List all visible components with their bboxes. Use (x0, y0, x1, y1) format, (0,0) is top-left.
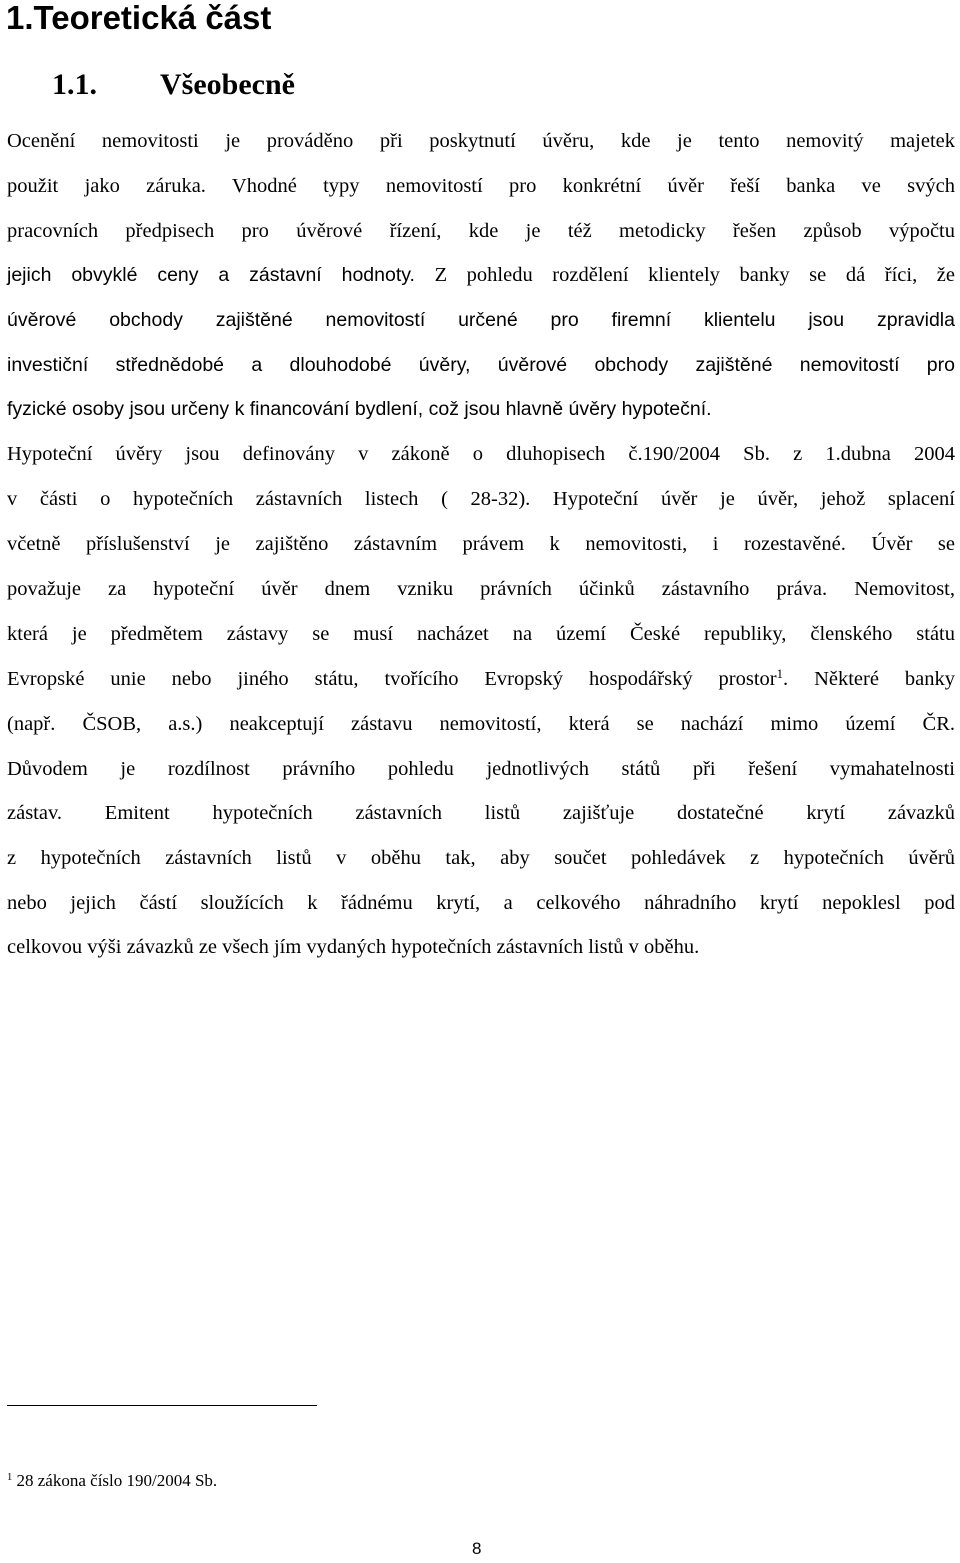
footnote (7, 1470, 217, 1492)
text-line: úvěrové obchody zajištěné nemovitostí určené pro firemní klientelu jsou zpravidla (7, 309, 955, 331)
text-line: použit jako záruka. Vhodné typy nemovitostí pro konkrétní úvěr řeší banka ve svých (7, 175, 955, 197)
text-line: která je předmětem zástavy se musí nacházet na území České republiky, členského státu (7, 623, 955, 645)
text-line: z hypotečních zástavních listů v oběhu tak, aby součet pohledávek z hypotečních úvěrů (7, 847, 955, 869)
text-line: zástav. Emitent hypotečních zástavních listů zajišťuje dostatečné krytí závazků (7, 802, 955, 824)
text-line: včetně příslušenství je zajištěno zástavním právem k nemovitosti, i rozestavěné. Úvěr se (7, 533, 955, 555)
text-segment: Z pohledu rozdělení klientely banky se dá říci, že (414, 264, 955, 286)
text-line (7, 261, 955, 289)
text-line: nebo jejich částí sloužících k řádnému krytí, a celkového náhradního krytí nepoklesl pod (7, 892, 955, 914)
section-heading (52, 65, 295, 105)
footnote-mark: 1 (7, 1472, 13, 1484)
text-line: celkovou výši závazků ze všech jím vydaných hypotečních zástavních listů v oběhu. (7, 936, 700, 958)
text-line: považuje za hypoteční úvěr dnem vzniku právních účinků zástavního práva. Nemovitost, (7, 578, 955, 600)
text-line: v části o hypotečních zástavních listech ( 28-32). Hypoteční úvěr je úvěr, jehož splacení (7, 488, 955, 510)
page-number: 8 (472, 1539, 482, 1558)
text-line (7, 665, 955, 693)
text-line: pracovních předpisech pro úvěrové řízení, kde je též metodicky řešen způsob výpočtu (7, 220, 955, 242)
text-line: Hypoteční úvěry jsou definovány v zákoně o dluhopisech č.190/2004 Sb. z 1.dubna 2004 (7, 443, 955, 465)
text-line: Ocenění nemovitosti je prováděno při poskytnutí úvěru, kde je tento nemovitý majetek (7, 130, 955, 152)
text-segment: Evropské unie nebo jiného státu, tvořícího Evropský hospodářský prostor (7, 668, 777, 690)
text-segment: . Některé banky (782, 668, 955, 690)
section-number: 1.1. (52, 68, 97, 101)
text-line: investiční střednědobé a dlouhodobé úvěry, úvěrové obchody zajištěné nemovitostí pro (7, 354, 955, 376)
text-line: fyzické osoby jsou určeny k financování bydlení, což jsou hlavně úvěry hypoteční. (7, 398, 712, 420)
footnote-reference: 1 (776, 667, 783, 682)
text-segment: jejich obvyklé ceny a zástavní hodnoty. (7, 264, 415, 286)
section-title: Všeobecně (160, 68, 295, 101)
text-line: Důvodem je rozdílnost právního pohledu jednotlivých států při řešení vymahatelnosti (7, 758, 955, 780)
footnote-separator (7, 1405, 317, 1406)
text-line: (např. ČSOB, a.s.) neakceptují zástavu nemovitostí, která se nachází mimo území ČR. (7, 713, 955, 735)
chapter-heading: 1.Teoretická část (6, 0, 272, 36)
footnote-text: 28 zákona číslo 190/2004 Sb. (12, 1471, 218, 1490)
